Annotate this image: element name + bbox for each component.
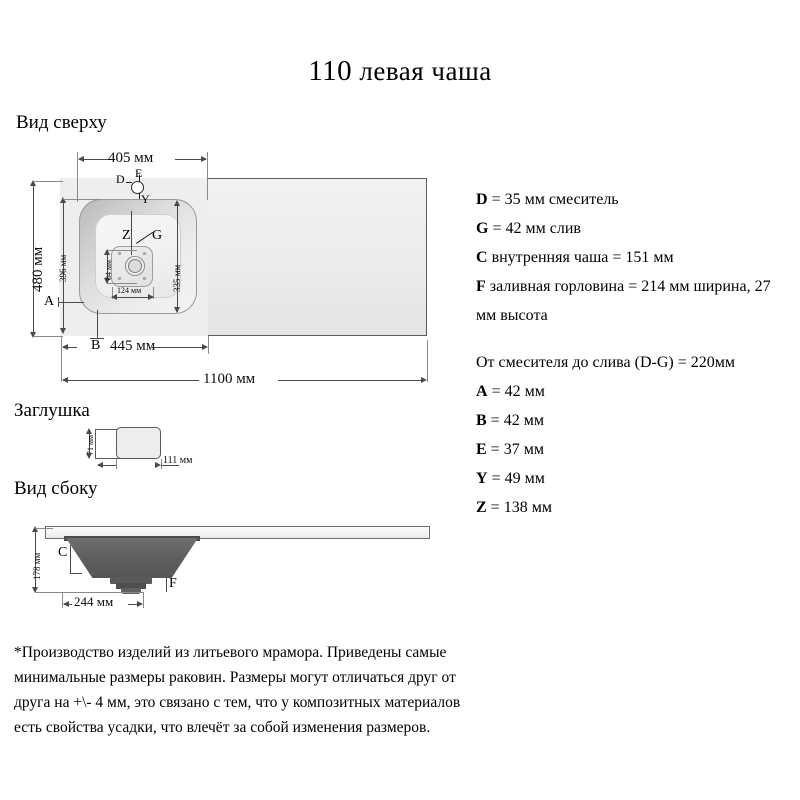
plug-shape-right: [116, 427, 161, 459]
ext-line-244-right: [143, 592, 144, 608]
spec-key-c: C: [476, 249, 488, 266]
ext-line-84-top: [107, 250, 137, 251]
dim-line-124: [112, 297, 153, 298]
dim-124: 124 мм: [117, 286, 142, 295]
spec-key-y: Y: [476, 470, 488, 487]
spec-key-b: B: [476, 412, 487, 429]
section-heading-plug: Заглушка: [14, 400, 90, 421]
faucet-leader-d: [126, 182, 132, 183]
dim-1100: 1100 мм: [203, 371, 256, 387]
spec-key-g: G: [476, 220, 489, 237]
dim-line-445-b: [152, 347, 206, 348]
dim-arrow-405-right: [201, 156, 207, 162]
spec-key-a: A: [476, 383, 488, 400]
dim-arrow-335-top: [174, 200, 180, 206]
label-b: B: [91, 338, 101, 353]
footnote-text: *Производство изделий из литьевого мрамора. Приведены самые минимальные размеры раковин. Размеры могут отличаться друг от друга на +\- 4 мм, это связано с тем, что у композитных материалов есть свойства усадки, что влечёт за собой изменения размеров.: [14, 644, 461, 736]
dim-111: 111 мм: [163, 455, 193, 466]
dim-335: 335 мм: [172, 264, 182, 292]
dim-arrow-445-right: [202, 344, 208, 350]
ext-line-178-bottom: [35, 592, 143, 593]
dim-arrow-71-top: [86, 428, 92, 434]
label-g: G: [152, 228, 163, 243]
spec-value-b: = 42 мм: [486, 412, 544, 429]
dim-arrow-178-top: [32, 526, 38, 532]
dim-arrow-1100-right: [421, 377, 427, 383]
leader-line-a: [58, 302, 84, 303]
spec-key-d: D: [476, 191, 488, 208]
ext-line-480-top: [33, 181, 63, 182]
ext-line-405-right: [207, 152, 208, 200]
ext-line-111-right: [161, 459, 162, 469]
drain-plate-shape: [111, 246, 153, 287]
leader-line-b: [97, 310, 98, 338]
page-title-text: левая чаша: [359, 56, 492, 86]
page-title-number: 110: [308, 55, 353, 87]
specifications-panel: [476, 185, 794, 522]
dim-arrow-396-top: [60, 197, 66, 203]
spec-value-f: заливная горловина = 214 мм ширина, 27 мм высота: [476, 278, 771, 324]
spec-value-g: = 42 мм слив: [488, 220, 581, 237]
spec-key-z: Z: [476, 499, 487, 516]
spec-value-y: = 49 мм: [487, 470, 545, 487]
spec-line-b: [476, 406, 794, 435]
spec-divider: [476, 330, 794, 348]
label-c: C: [58, 545, 68, 560]
dim-arrow-124-right: [148, 294, 154, 300]
dim-244: 244 мм: [74, 594, 114, 609]
spec-value-z: = 138 мм: [486, 499, 552, 516]
label-d: D: [116, 172, 125, 186]
dim-445: 445 мм: [110, 338, 156, 354]
drain-screw-icon: [143, 252, 146, 255]
basin-side-shape: [66, 538, 198, 578]
dim-arrow-405-left: [78, 156, 84, 162]
dim-arrow-335-bottom: [174, 307, 180, 313]
dim-arrow-111-left: [97, 462, 103, 468]
spec-value-c: внутренняя чаша = 151 мм: [487, 249, 674, 266]
dim-480: 480 мм: [30, 246, 46, 292]
leader-tick-c: [70, 573, 82, 574]
dim-arrow-111-right: [155, 462, 161, 468]
spec-line-z: [476, 493, 794, 522]
label-e: E: [135, 166, 143, 180]
spec-line-f: [476, 272, 794, 330]
dim-arrow-480-bottom: [30, 332, 36, 338]
dim-396: 396 мм: [58, 254, 68, 282]
dim-arrow-445-left: [62, 344, 68, 350]
dim-84: 84 мм: [104, 259, 113, 280]
section-heading-side-view: Вид сбоку: [14, 478, 98, 499]
leader-line-f: [166, 578, 167, 592]
spec-line-y: [476, 464, 794, 493]
spec-value-d: = 35 мм смеситель: [487, 191, 619, 208]
leader-line-z: [131, 211, 132, 255]
drain-screw-icon: [118, 277, 121, 280]
dim-arrow-1100-left: [62, 377, 68, 383]
spec-line-distance: От смесителя до слива (D-G) = 220мм: [476, 354, 735, 371]
drain-screw-icon: [143, 277, 146, 280]
faucet-leader-y: [139, 193, 140, 199]
dim-178: 178 мм: [32, 552, 42, 580]
leader-tick-a: [58, 297, 59, 307]
dim-71: 71 мм: [86, 434, 95, 455]
drain-hole-shape: [128, 259, 142, 273]
ext-line-111-left: [116, 459, 117, 469]
ext-line-178-top: [35, 528, 53, 529]
spec-line-g: [476, 214, 794, 243]
label-a: A: [44, 294, 55, 309]
label-z: Z: [122, 228, 131, 243]
dim-arrow-244-left: [63, 601, 69, 607]
drain-screw-icon: [118, 252, 121, 255]
spec-line-d: [476, 185, 794, 214]
ext-line-1100-right: [427, 340, 428, 382]
dim-arrow-244-right: [137, 601, 143, 607]
dim-line-1100-a: [63, 380, 199, 381]
leader-line-c: [70, 545, 71, 573]
spec-value-a: = 42 мм: [487, 383, 545, 400]
ext-line-445-right: [208, 336, 209, 354]
spec-line-e: [476, 435, 794, 464]
spec-key-f: F: [476, 278, 486, 295]
ext-line-84-bottom: [107, 283, 137, 284]
spec-line-c: [476, 243, 794, 272]
dim-arrow-84-top: [104, 249, 110, 255]
dim-line-335: [177, 202, 178, 312]
ext-line-480-bottom: [33, 336, 63, 337]
ext-line-396-top: [63, 199, 101, 200]
drain-outlet-side-shape: [121, 588, 141, 594]
dim-405: 405 мм: [108, 150, 154, 166]
label-y: Y: [141, 192, 150, 206]
label-f: F: [169, 576, 177, 591]
dim-arrow-396-bottom: [60, 328, 66, 334]
dim-line-1100-b: [278, 380, 425, 381]
section-heading-top-view: Вид сверху: [16, 112, 107, 133]
spec-value-e: = 37 мм: [486, 441, 544, 458]
spec-line-a: [476, 377, 794, 406]
spec-key-e: E: [476, 441, 487, 458]
